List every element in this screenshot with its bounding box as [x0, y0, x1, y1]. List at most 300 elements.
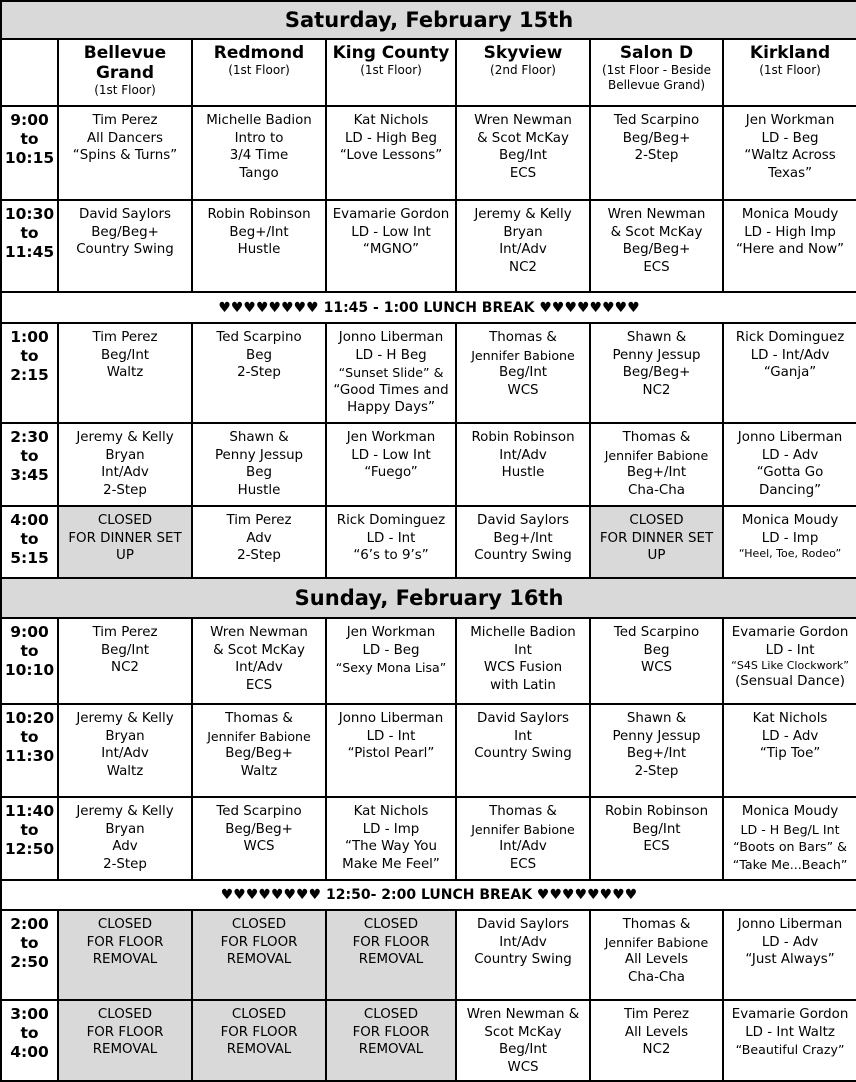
time-slot-row: [1, 506, 856, 578]
time-slot-row: [1, 423, 856, 506]
cell-line: Beg/Beg+: [91, 224, 159, 240]
cell-line: Bryan: [503, 224, 543, 240]
cell-line: Evamarie Gordon: [731, 1007, 849, 1022]
cell-line: WCS Fusion: [483, 660, 563, 675]
time-slot-row: [1, 1000, 856, 1081]
room-header: [456, 39, 590, 106]
cell-line: Int/Adv: [499, 839, 547, 854]
time-slot-row: [1, 323, 856, 423]
cell-line: 3:00: [10, 1005, 49, 1023]
cell-line: to: [20, 347, 39, 365]
class-cell: [58, 200, 192, 292]
time-cell: [1, 106, 58, 200]
cell-line: FOR DINNER SET: [68, 530, 182, 546]
class-cell: [723, 1000, 856, 1081]
cell-line: to: [20, 224, 39, 242]
class-cell: [590, 618, 723, 704]
class-cell: [192, 506, 326, 578]
time-cell: [1, 910, 58, 1000]
cell-line: David Saylors: [477, 513, 569, 528]
room-header: [192, 39, 326, 106]
cell-line: Beg/Int: [100, 347, 150, 363]
cell-line: Ted Scarpino: [216, 804, 302, 819]
lunch-row: [1, 292, 856, 323]
cell-line: 1:00: [10, 328, 49, 346]
cell-line: Jennifer Babione: [604, 934, 709, 950]
cell-line: FOR FLOOR: [220, 934, 298, 950]
cell-line: FOR FLOOR: [86, 1024, 164, 1040]
cell-line: “Good Times and: [333, 382, 449, 398]
class-cell: [456, 1000, 590, 1081]
cell-line: All Dancers: [87, 130, 163, 146]
cell-line: Kat Nichols: [752, 711, 828, 726]
cell-line: “Fuego”: [364, 465, 418, 480]
class-cell: [192, 106, 326, 200]
cell-line: Robin Robinson: [207, 207, 311, 222]
cell-line: Jonno Liberman: [338, 330, 444, 345]
cell-line: LD - High Beg: [344, 130, 438, 146]
cell-line: LD - H Beg: [355, 347, 427, 363]
cell-line: “The Way You: [345, 839, 437, 854]
cell-line: Jeremy & Kelly: [76, 804, 174, 819]
cell-line: Penny Jessup: [612, 347, 701, 363]
cell-line: Jennifer Babione: [471, 347, 575, 363]
cell-line: 11:40: [4, 802, 55, 820]
cell-line: to: [20, 130, 39, 148]
cell-line: “Boots on Bars” &: [733, 839, 847, 854]
cell-line: ECS: [509, 165, 537, 181]
cell-line: LD - Int/Adv: [750, 347, 830, 363]
cell-line: LD - Beg: [362, 642, 420, 658]
corner-cell: [1, 39, 58, 106]
class-cell: [192, 618, 326, 704]
class-cell: [456, 323, 590, 423]
cell-line: Wren Newman: [607, 207, 706, 222]
cell-line: Bryan: [105, 728, 145, 744]
class-cell: [456, 106, 590, 200]
cell-line: David Saylors: [477, 711, 569, 726]
time-cell: [1, 704, 58, 797]
cell-line: LD - Adv: [761, 447, 819, 463]
room-name: King County: [332, 43, 450, 63]
cell-line: Beg: [246, 347, 272, 363]
cell-line: Jennifer Babione: [471, 821, 575, 837]
class-cell: [192, 423, 326, 506]
cell-line: LD - Int: [366, 530, 416, 546]
class-cell: [723, 910, 856, 1000]
cell-line: FOR FLOOR: [352, 1024, 430, 1040]
cell-line: Dancing”: [759, 482, 822, 498]
cell-line: LD - Beg: [761, 130, 819, 146]
cell-line: “Tip Toe”: [759, 746, 821, 761]
class-cell: [326, 200, 456, 292]
cell-line: with Latin: [490, 677, 556, 693]
class-cell: [590, 704, 723, 797]
cell-line: 2-Step: [237, 548, 281, 563]
class-cell: [723, 423, 856, 506]
cell-line: Country Swing: [474, 746, 572, 761]
cell-line: Jen Workman: [346, 430, 436, 445]
cell-line: Beg+/Int: [626, 465, 687, 480]
time-cell: [1, 618, 58, 704]
cell-line: Penny Jessup: [612, 728, 701, 744]
cell-line: Beg: [643, 642, 670, 658]
cell-line: WCS: [243, 839, 275, 854]
cell-line: Int/Adv: [499, 934, 547, 950]
time-cell: [1, 200, 58, 292]
class-cell: [58, 423, 192, 506]
class-cell: [456, 506, 590, 578]
cell-line: LD - Adv: [761, 728, 819, 744]
cell-line: Beg/Beg+: [225, 746, 293, 761]
cell-line: Country Swing: [474, 548, 572, 563]
cell-line: Shawn &: [626, 711, 687, 726]
cell-line: Michelle Badion: [470, 625, 576, 640]
cell-line: “Just Always”: [745, 952, 835, 967]
cell-line: LD - High Imp: [744, 224, 836, 240]
class-cell: [192, 704, 326, 797]
cell-line: Monica Moudy: [741, 207, 839, 222]
cell-line: Texas”: [768, 165, 813, 181]
room-name: Skyview: [483, 43, 563, 63]
cell-line: Int/Adv: [101, 465, 149, 480]
cell-line: Waltz: [240, 763, 278, 779]
room-floor: (1st Floor - Beside: [601, 63, 712, 77]
cell-line: Int/Adv: [499, 242, 547, 257]
cell-line: CLOSED: [97, 917, 153, 932]
class-cell: [456, 704, 590, 797]
time-cell: [1, 506, 58, 578]
cell-line: Beg/Int: [498, 148, 548, 163]
cell-line: WCS: [507, 382, 539, 398]
cell-line: Robin Robinson: [471, 430, 575, 445]
cell-line: Rick Dominguez: [735, 330, 845, 345]
cell-line: “Heel, Toe, Rodeo”: [738, 547, 842, 560]
day-title-row: [1, 1, 856, 39]
cell-line: Kat Nichols: [353, 113, 429, 128]
cell-line: Monica Moudy: [741, 804, 839, 819]
cell-line: 12:50: [4, 840, 55, 858]
class-cell: [590, 910, 723, 1000]
cell-line: Ted Scarpino: [216, 330, 302, 345]
cell-line: Jeremy & Kelly: [76, 430, 174, 445]
cell-line: “Sexy Mona Lisa”: [335, 660, 447, 675]
time-slot-row: [1, 797, 856, 880]
cell-line: FOR FLOOR: [86, 934, 164, 950]
cell-line: Adv: [112, 839, 138, 854]
cell-line: LD - Int: [366, 728, 416, 744]
room-header-row: [1, 39, 856, 106]
cell-line: Monica Moudy: [741, 513, 839, 528]
cell-line: 9:00: [10, 111, 49, 129]
cell-line: Evamarie Gordon: [332, 207, 450, 222]
cell-line: Jen Workman: [745, 113, 835, 128]
cell-line: 3/4 Time: [229, 148, 289, 163]
day-title: Sunday, February 16th: [1, 578, 856, 618]
class-cell: [326, 704, 456, 797]
cell-line: 3:45: [10, 466, 49, 484]
class-cell: [326, 506, 456, 578]
cell-line: Evamarie Gordon: [731, 625, 849, 640]
cell-line: Beg/Int: [100, 642, 150, 658]
room-floor: (2nd Floor): [490, 63, 556, 77]
time-slot-row: [1, 910, 856, 1000]
time-slot-row: [1, 200, 856, 292]
cell-line: Beg/Beg+: [622, 365, 691, 380]
cell-line: Jeremy & Kelly: [76, 711, 174, 726]
cell-line: to: [20, 530, 39, 548]
cell-line: Bryan: [105, 821, 145, 837]
closed-cell: [192, 910, 326, 1000]
cell-line: to: [20, 447, 39, 465]
closed-cell: [326, 910, 456, 1000]
cell-line: REMOVAL: [358, 952, 424, 967]
class-cell: [456, 618, 590, 704]
cell-line: Beg: [246, 465, 272, 480]
cell-line: Shawn &: [626, 330, 687, 345]
cell-line: Tim Perez: [623, 1007, 690, 1022]
cell-line: “MGNO”: [362, 242, 420, 257]
cell-line: Country Swing: [76, 242, 174, 257]
cell-line: CLOSED: [363, 1007, 419, 1022]
class-cell: [456, 423, 590, 506]
cell-line: 4:00: [10, 511, 49, 529]
cell-line: Int/Adv: [499, 447, 547, 463]
cell-line: Rick Dominguez: [336, 513, 446, 528]
closed-cell: [590, 506, 723, 578]
cell-line: REMOVAL: [358, 1042, 424, 1057]
class-cell: [326, 618, 456, 704]
class-cell: [58, 704, 192, 797]
class-cell: [326, 423, 456, 506]
cell-line: Shawn &: [229, 430, 289, 445]
room-floor: (1st Floor): [228, 63, 290, 77]
cell-line: 11:45: [4, 243, 55, 261]
cell-line: 4:00: [10, 1043, 49, 1061]
cell-line: CLOSED: [231, 1007, 287, 1022]
cell-line: REMOVAL: [226, 1042, 292, 1057]
cell-line: Beg/Beg+: [622, 130, 691, 146]
cell-line: FOR DINNER SET: [599, 530, 714, 546]
class-cell: [590, 323, 723, 423]
closed-cell: [58, 910, 192, 1000]
time-cell: [1, 323, 58, 423]
cell-line: LD - H Beg/L Int: [740, 821, 840, 837]
cell-line: ECS: [245, 677, 273, 693]
cell-line: 2:00: [10, 915, 49, 933]
room-name: Kirkland: [749, 43, 831, 63]
closed-cell: [326, 1000, 456, 1081]
cell-line: UP: [647, 548, 666, 563]
cell-line: WCS: [507, 1059, 539, 1075]
cell-line: Cha-Cha: [628, 969, 685, 985]
cell-line: “Pistol Pearl”: [347, 746, 435, 761]
cell-line: Adv: [246, 530, 272, 546]
cell-line: to: [20, 934, 39, 952]
cell-line: David Saylors: [79, 207, 171, 222]
cell-line: FOR FLOOR: [220, 1024, 298, 1040]
cell-line: REMOVAL: [92, 952, 158, 967]
cell-line: 10:30: [4, 205, 55, 223]
cell-line: 10:20: [4, 709, 55, 727]
lunch-row: [1, 880, 856, 910]
cell-line: CLOSED: [97, 513, 153, 528]
cell-line: to: [20, 1024, 39, 1042]
class-cell: [192, 797, 326, 880]
cell-line: Jen Workman: [346, 625, 436, 640]
cell-line: LD - Int Waltz: [745, 1024, 835, 1040]
cell-line: CLOSED: [363, 917, 419, 932]
cell-line: “Love Lessons”: [339, 148, 443, 163]
class-cell: [590, 423, 723, 506]
cell-line: 2-Step: [103, 856, 147, 872]
cell-line: Scot McKay: [484, 1024, 562, 1040]
cell-line: Jennifer Babione: [604, 447, 709, 463]
class-cell: [723, 106, 856, 200]
cell-line: Hustle: [501, 465, 545, 480]
cell-line: Wren Newman &: [466, 1007, 580, 1022]
cell-line: David Saylors: [477, 917, 569, 932]
cell-line: Happy Days”: [347, 400, 435, 415]
cell-line: 2-Step: [634, 148, 679, 163]
cell-line: Make Me Feel”: [342, 856, 440, 872]
cell-line: Jonno Liberman: [338, 711, 444, 726]
cell-line: ECS: [643, 839, 670, 854]
time-cell: [1, 423, 58, 506]
room-floor: (1st Floor): [759, 63, 821, 77]
class-cell: [192, 323, 326, 423]
class-cell: [326, 797, 456, 880]
cell-line: “Sunset Slide” &: [338, 365, 444, 380]
day-title: Saturday, February 15th: [1, 1, 856, 39]
cell-line: 11:30: [4, 747, 55, 765]
cell-line: Int: [514, 642, 532, 658]
cell-line: Beg+/Int: [493, 530, 553, 546]
time-slot-row: [1, 704, 856, 797]
cell-line: “6’s to 9’s”: [353, 548, 429, 563]
cell-line: & Scot McKay: [213, 642, 305, 658]
class-cell: [723, 323, 856, 423]
room-name: Bellevue Grand: [83, 43, 167, 83]
cell-line: WCS: [640, 660, 673, 675]
cell-line: Wren Newman: [210, 625, 308, 640]
cell-line: Waltz: [106, 365, 144, 380]
class-cell: [58, 797, 192, 880]
cell-line: “Waltz Across: [744, 148, 836, 163]
cell-line: 2-Step: [237, 365, 281, 380]
lunch-break: ♥♥♥♥♥♥♥♥ 12:50- 2:00 LUNCH BREAK ♥♥♥♥♥♥♥♥: [1, 880, 856, 910]
cell-line: Beg+/Int: [229, 224, 289, 240]
cell-line: Hustle: [237, 242, 281, 257]
cell-line: LD - Adv: [761, 934, 819, 950]
cell-line: Beg/Int: [632, 821, 681, 837]
class-cell: [723, 506, 856, 578]
cell-line: Int/Adv: [235, 660, 283, 675]
cell-line: Robin Robinson: [604, 804, 709, 819]
cell-line: 9:00: [10, 623, 49, 641]
class-cell: [58, 618, 192, 704]
cell-line: LD - Imp: [761, 530, 819, 546]
class-cell: [723, 200, 856, 292]
cell-line: All Levels: [624, 952, 689, 967]
class-cell: [456, 200, 590, 292]
cell-line: Tim Perez: [92, 113, 158, 128]
class-cell: [58, 323, 192, 423]
cell-line: Thomas &: [225, 711, 293, 726]
class-cell: [456, 797, 590, 880]
room-name: Redmond: [213, 43, 305, 63]
class-cell: [326, 106, 456, 200]
time-cell: [1, 797, 58, 880]
cell-line: to: [20, 821, 39, 839]
class-cell: [723, 618, 856, 704]
class-cell: [723, 797, 856, 880]
cell-line: 5:15: [10, 549, 49, 567]
cell-line: “Beautiful Crazy”: [735, 1042, 845, 1057]
cell-line: “Here and Now”: [736, 242, 845, 257]
cell-line: Thomas &: [622, 430, 691, 445]
room-header: [58, 39, 192, 106]
cell-line: & Scot McKay: [610, 224, 703, 240]
cell-line: Kat Nichols: [353, 804, 429, 819]
cell-line: 2-Step: [634, 763, 679, 779]
cell-line: ECS: [509, 856, 537, 872]
closed-cell: [58, 506, 192, 578]
cell-line: to: [20, 642, 39, 660]
class-cell: [192, 200, 326, 292]
cell-line: UP: [116, 548, 134, 563]
cell-line: “Take Me...Beach”: [732, 856, 848, 872]
cell-line: “S4S Like Clockwork”: [731, 659, 849, 672]
cell-line: Jonno Liberman: [737, 430, 843, 445]
room-floor: Bellevue Grand): [607, 78, 706, 92]
cell-line: Tango: [239, 165, 279, 181]
cell-line: Intro to: [234, 130, 284, 146]
cell-line: Beg+/Int: [626, 746, 687, 761]
room-name: Salon D: [619, 43, 694, 63]
lunch-break: ♥♥♥♥♥♥♥♥ 11:45 - 1:00 LUNCH BREAK ♥♥♥♥♥♥♥♥: [1, 292, 856, 323]
cell-line: 2:15: [10, 366, 49, 384]
cell-line: Tim Perez: [92, 625, 158, 640]
closed-cell: [58, 1000, 192, 1081]
cell-line: Country Swing: [474, 952, 572, 967]
cell-line: Ted Scarpino: [613, 113, 700, 128]
cell-line: Jennifer Babione: [207, 728, 311, 744]
cell-line: 10:15: [4, 149, 55, 167]
cell-line: LD - Low Int: [351, 447, 431, 463]
cell-line: Bryan: [105, 447, 145, 463]
cell-line: Thomas &: [489, 330, 557, 345]
cell-line: CLOSED: [629, 513, 684, 528]
cell-line: LD - Int: [765, 642, 815, 658]
cell-line: Jeremy & Kelly: [474, 207, 572, 222]
class-cell: [590, 1000, 723, 1081]
room-floor: (1st Floor): [94, 83, 156, 97]
cell-line: Thomas &: [622, 917, 691, 932]
cell-line: Wren Newman: [474, 113, 572, 128]
cell-line: 2-Step: [103, 482, 147, 498]
cell-line: 10:10: [4, 661, 55, 679]
room-floor: (1st Floor): [360, 63, 422, 77]
cell-line: Beg/Int: [498, 365, 548, 380]
class-cell: [590, 106, 723, 200]
cell-line: Tim Perez: [92, 330, 158, 345]
cell-line: NC2: [111, 660, 139, 675]
cell-line: NC2: [509, 259, 537, 275]
class-cell: [58, 106, 192, 200]
cell-line: (Sensual Dance): [735, 674, 846, 689]
cell-line: Cha-Cha: [628, 482, 685, 498]
